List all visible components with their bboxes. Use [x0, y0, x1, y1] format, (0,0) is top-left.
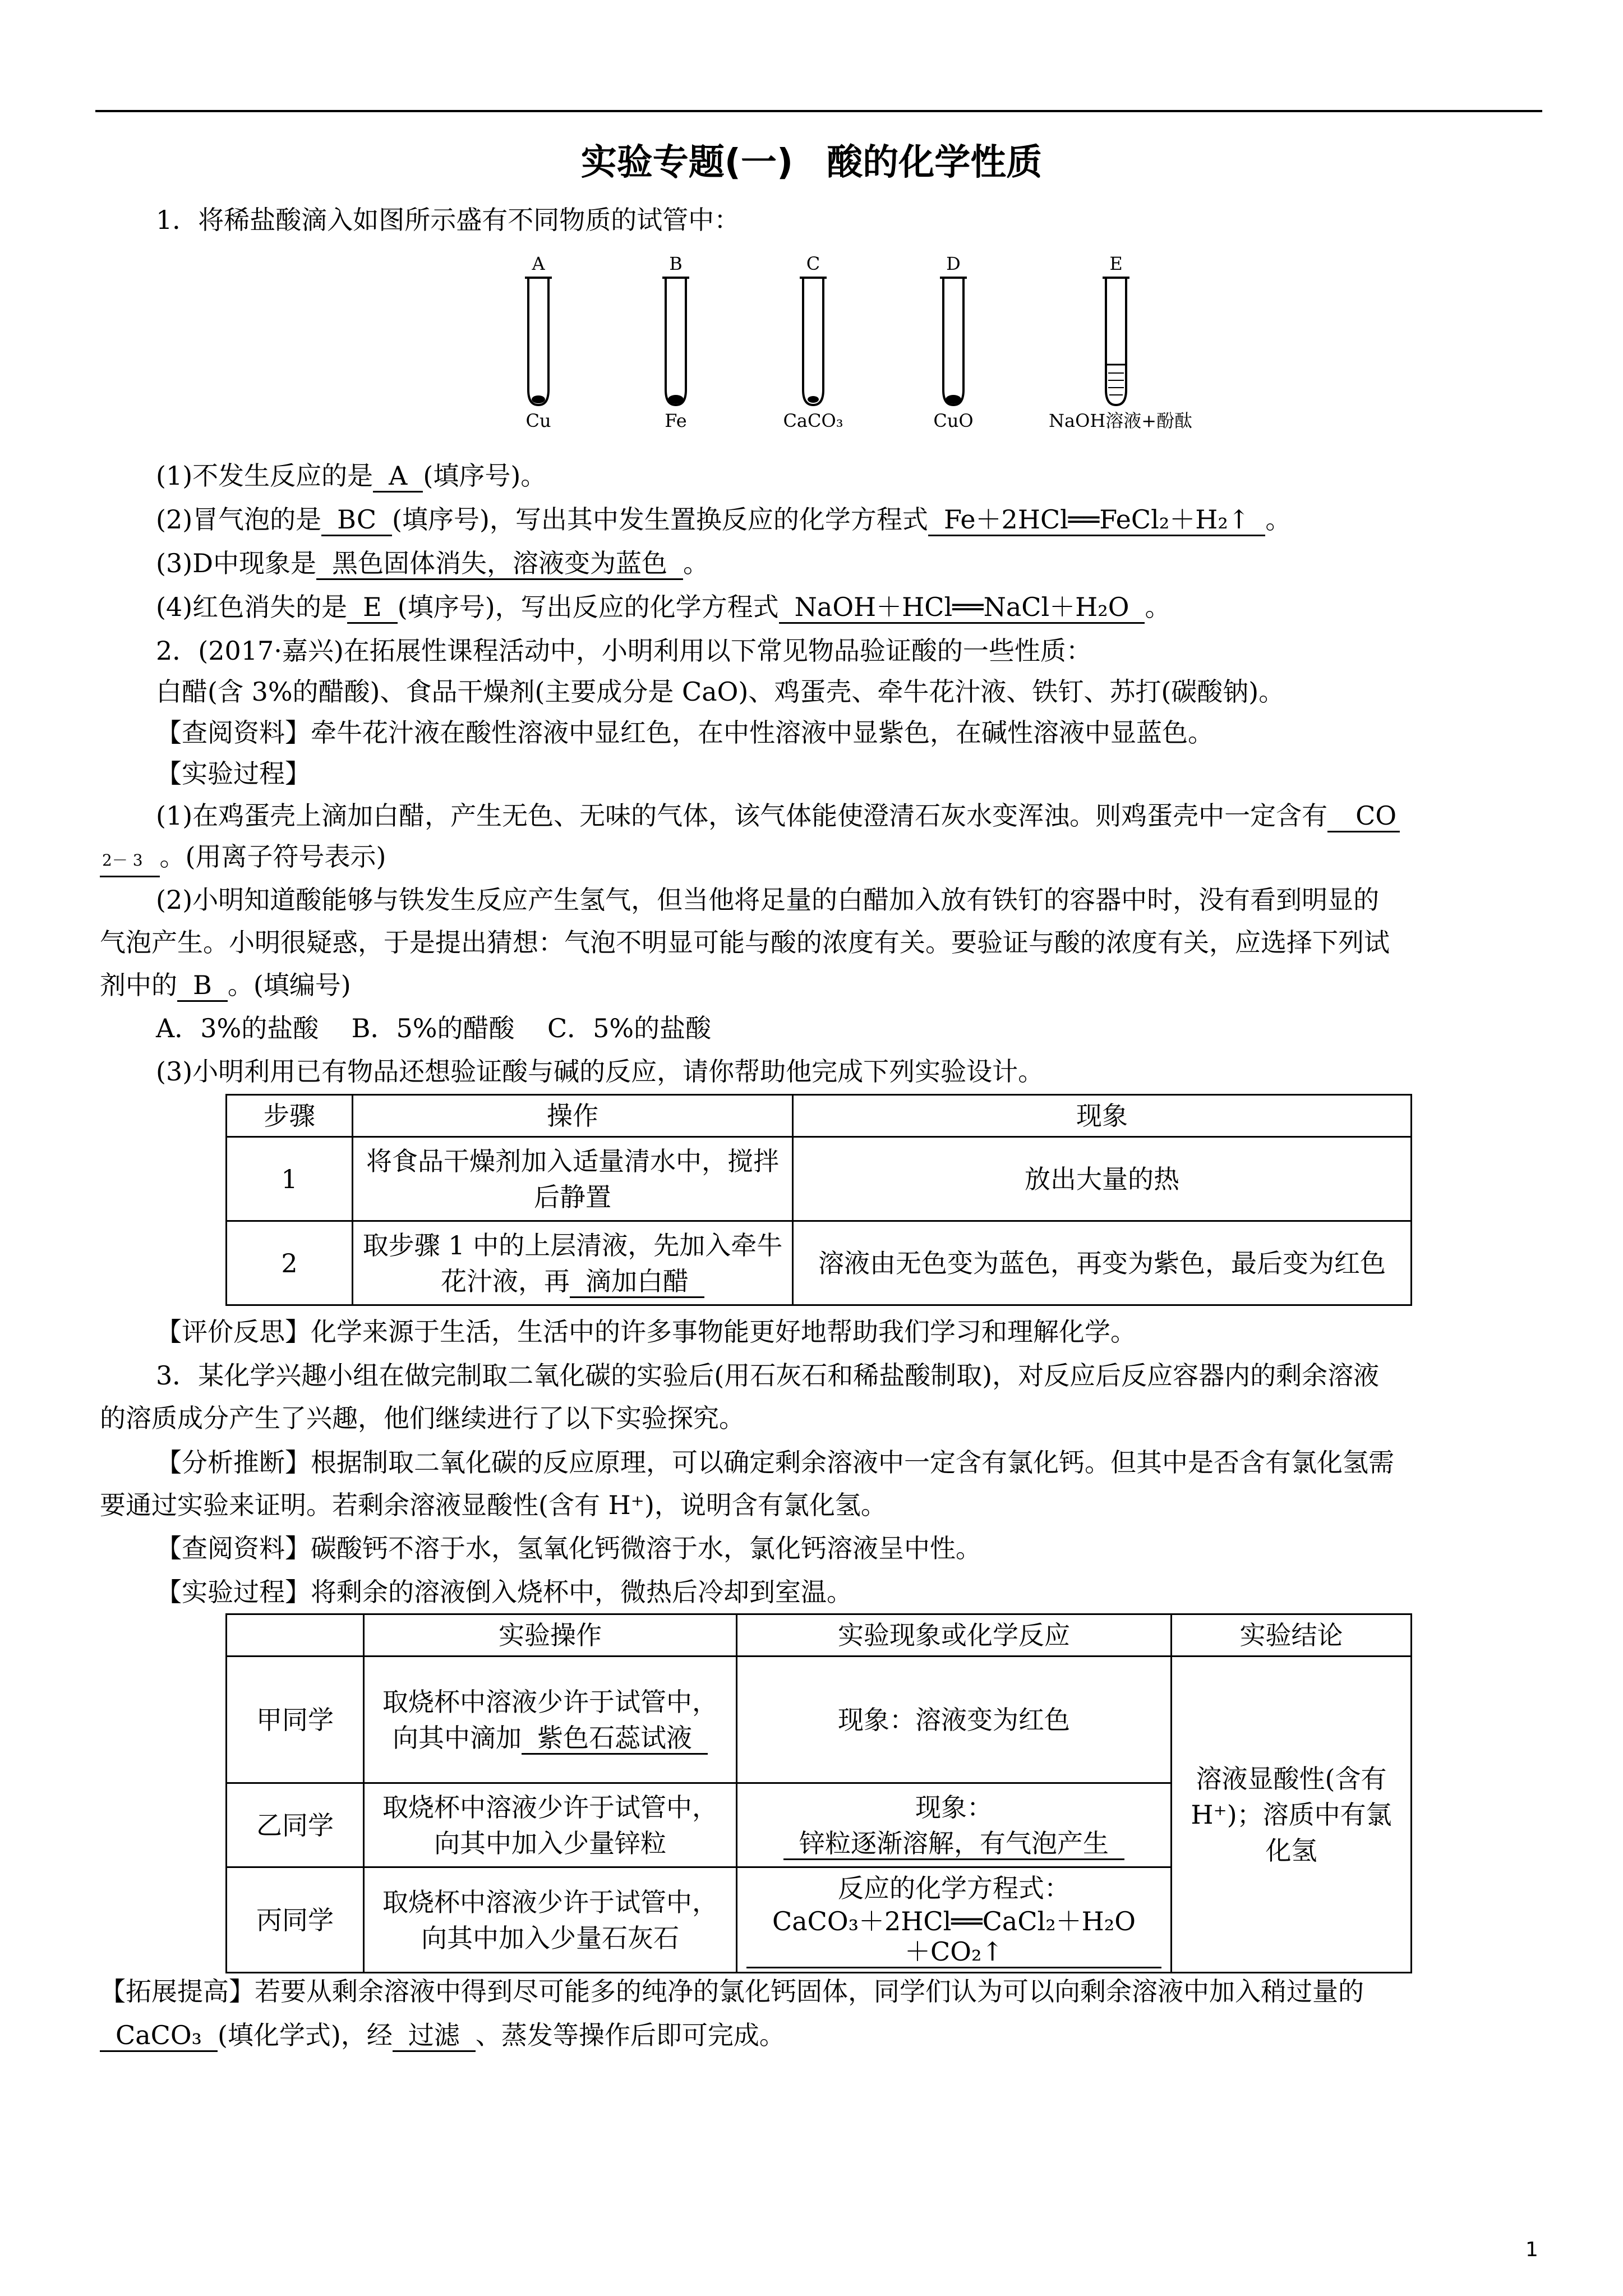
tube-c-icon	[796, 275, 830, 409]
q3-ref: 【查阅资料】碳酸钙不溶于水，氢氧化钙微溶于水，氯化钙溶液呈中性。	[156, 1533, 981, 1563]
table-cell: 乙同学	[227, 1783, 364, 1867]
table-row	[227, 1137, 1412, 1221]
table-cell: 溶液显酸性(含有 H⁺)；溶质中有氯化氢	[1172, 1657, 1412, 1973]
q2-proc: 【实验过程】	[156, 758, 311, 789]
tube-label-top: D	[946, 253, 961, 274]
table-header: 实验现象或化学反应	[737, 1614, 1172, 1657]
tube-c	[768, 252, 858, 443]
answer-blank: CaCO₃＋2HCl══CaCl₂＋H₂O＋CO₂↑	[746, 1906, 1161, 1968]
table-cell: 取步骤 1 中的上层清液，先加入牵牛花汁液，再 滴加白醋	[353, 1221, 793, 1305]
answer-blank: B	[177, 970, 228, 1002]
header-rule	[95, 110, 1542, 112]
page-number: 1	[1525, 2238, 1538, 2261]
table-cell: 甲同学	[227, 1657, 364, 1783]
table-cell: 现象：锌粒逐渐溶解，有气泡产生	[737, 1783, 1172, 1867]
answer-blank: Fe＋2HCl══FeCl₂＋H₂↑	[928, 504, 1265, 536]
answer-blank: E	[347, 592, 398, 624]
table-header: 操作	[353, 1095, 793, 1137]
table-cell: 2	[227, 1221, 353, 1305]
title-part2: 酸的化学性质	[827, 142, 1043, 183]
q2-step2-b: 气泡产生。小明很疑惑，于是提出猜想：气泡不明显可能与酸的浓度有关。要验证与酸的浓度有关，应选择下列试	[100, 927, 1390, 958]
page-title	[0, 134, 1623, 185]
q1-part2: (2)冒气泡的是 BC (填序号)，写出其中发生置换反应的化学方程式 Fe＋2HCl══FeCl₂＋H₂↑ 。	[156, 503, 1291, 536]
q1-part3: (3)D中现象是 黑色固体消失，溶液变为蓝色 。	[156, 546, 709, 580]
tube-label-bottom: Cu	[525, 410, 551, 431]
title-part1: 实验专题(一)	[580, 142, 794, 183]
tube-label-bottom: Fe	[665, 410, 687, 431]
answer-blank: BC	[321, 504, 392, 536]
q2-step1: (1)在鸡蛋壳上滴加白醋，产生无色、无味的气体，该气体能使澄清石灰水变浑浊。则鸡蛋壳中一定含有 CO	[156, 799, 1400, 832]
tube-label-top: C	[806, 253, 820, 274]
q2-reflect: 【评价反思】化学来源于生活，生活中的许多事物能更好地帮助我们学习和理解化学。	[156, 1317, 1136, 1347]
q3-extension-a: 【拓展提高】若要从剩余溶液中得到尽可能多的纯净的氯化钙固体，同学们认为可以向剩余溶液中加入稍过量的	[100, 1976, 1364, 2007]
q2-step3: (3)小明利用已有物品还想验证酸与碱的反应，请你帮助他完成下列实验设计。	[156, 1056, 1044, 1087]
q3-table	[225, 1613, 1412, 1973]
table-header: 步骤	[227, 1095, 353, 1137]
answer-blank: 紫色石蕊试液	[522, 1723, 708, 1755]
q1-part1: (1)不发生反应的是 A (填序号)。	[156, 459, 546, 493]
table-row	[227, 1221, 1412, 1305]
tube-label-top: B	[669, 253, 683, 274]
table-row	[227, 1657, 1412, 1783]
table-header	[227, 1614, 364, 1657]
q3-analysis-a: 【分析推断】根据制取二氧化碳的反应原理，可以确定剩余溶液中一定含有氯化钙。但其中是否含有氯化氢需	[156, 1447, 1394, 1478]
table-cell: 取烧杯中溶液少许于试管中，向其中加入少量石灰石	[364, 1867, 737, 1973]
answer-blank: A	[373, 461, 423, 493]
table-header: 实验结论	[1172, 1614, 1412, 1657]
test-tubes-figure	[494, 252, 1223, 454]
q2-ref: 【查阅资料】牵牛花汁液在酸性溶液中显红色，在中性溶液中显紫色，在碱性溶液中显蓝色。	[156, 717, 1214, 748]
q2-step2-c: 剂中的 B 。(填编号)	[100, 968, 351, 1002]
table-cell: 现象：溶液变为红色	[737, 1657, 1172, 1783]
tube-label-bottom: CuO	[933, 410, 974, 431]
q2-items: 白醋(含 3%的醋酸)、食品干燥剂(主要成分是 CaO)、鸡蛋壳、牵牛花汁液、铁钉、苏打(碳酸钠)。	[156, 677, 1285, 707]
q2-options: A．3%的盐酸 B．5%的醋酸 C．5%的盐酸	[156, 1013, 712, 1043]
tube-b	[631, 252, 721, 443]
table-cell: 溶液由无色变为蓝色，再变为紫色，最后变为红色	[793, 1221, 1412, 1305]
q2-table	[225, 1094, 1412, 1306]
q2-stem: 2．(2017·嘉兴)在拓展性课程活动中，小明利用以下常见物品验证酸的一些性质：	[156, 636, 1092, 666]
q3-extension-b: CaCO₃ (填化学式)，经 过滤 、蒸发等操作后即可完成。	[100, 2018, 785, 2052]
tube-d	[909, 252, 998, 443]
tube-a	[494, 252, 583, 443]
table-cell: 取烧杯中溶液少许于试管中，向其中滴加 紫色石蕊试液	[364, 1657, 737, 1783]
table-cell: 反应的化学方程式：CaCO₃＋2HCl══CaCl₂＋H₂O＋CO₂↑	[737, 1867, 1172, 1973]
answer-blank: CaCO₃	[100, 2020, 218, 2052]
tube-d-icon	[937, 275, 970, 409]
q1-part4: (4)红色消失的是 E (填序号)，写出反应的化学方程式 NaOH＋HCl══NaCl＋H₂O 。	[156, 590, 1170, 624]
q2-step1-cont: 2－ 3 。(用离子符号表示)	[100, 840, 386, 877]
q3-analysis-b: 要通过实验来证明。若剩余溶液显酸性(含有 H⁺)，说明含有氯化氢。	[100, 1490, 887, 1520]
table-header: 现象	[793, 1095, 1412, 1137]
q3-stem-b: 的溶质成分产生了兴趣，他们继续进行了以下实验探究。	[100, 1403, 745, 1433]
q1-stem: 1．将稀盐酸滴入如图所示盛有不同物质的试管中：	[156, 205, 740, 235]
answer-blank: 锌粒逐渐溶解，有气泡产生	[783, 1828, 1124, 1860]
answer-blank: NaOH＋HCl══NaCl＋H₂O	[779, 592, 1145, 624]
tube-a-icon	[522, 275, 555, 409]
table-cell: 1	[227, 1137, 353, 1221]
answer-blank: 黑色固体消失，溶液变为蓝色	[316, 548, 683, 580]
answer-blank: 过滤	[393, 2020, 476, 2052]
tube-e	[1049, 252, 1193, 443]
table-cell: 取烧杯中溶液少许于试管中，向其中加入少量锌粒	[364, 1783, 737, 1867]
table-header: 实验操作	[364, 1614, 737, 1657]
tube-label-top: E	[1109, 253, 1123, 274]
q3-stem-a: 3．某化学兴趣小组在做完制取二氧化碳的实验后(用石灰石和稀盐酸制取)，对反应后反应容器内的剩余溶液	[156, 1360, 1380, 1391]
tube-label-bottom: NaOH溶液+酚酞	[1049, 410, 1193, 431]
answer-blank: 滴加白醋	[570, 1266, 704, 1298]
q2-step2-a: (2)小明知道酸能够与铁发生反应产生氢气，但当他将足量的白醋加入放有铁钉的容器中时，没有看到明显的	[156, 885, 1380, 915]
answer-blank: 2－ 3	[100, 845, 160, 877]
tube-e-icon	[1099, 275, 1133, 409]
tube-b-icon	[659, 275, 693, 409]
table-cell: 丙同学	[227, 1867, 364, 1973]
q3-proc: 【实验过程】将剩余的溶液倒入烧杯中，微热后冷却到室温。	[156, 1577, 852, 1607]
answer-blank: CO	[1327, 800, 1400, 832]
table-cell: 将食品干燥剂加入适量清水中，搅拌后静置	[353, 1137, 793, 1221]
table-cell: 放出大量的热	[793, 1137, 1412, 1221]
tube-label-top: A	[532, 253, 545, 274]
tube-label-bottom: CaCO₃	[783, 410, 843, 431]
